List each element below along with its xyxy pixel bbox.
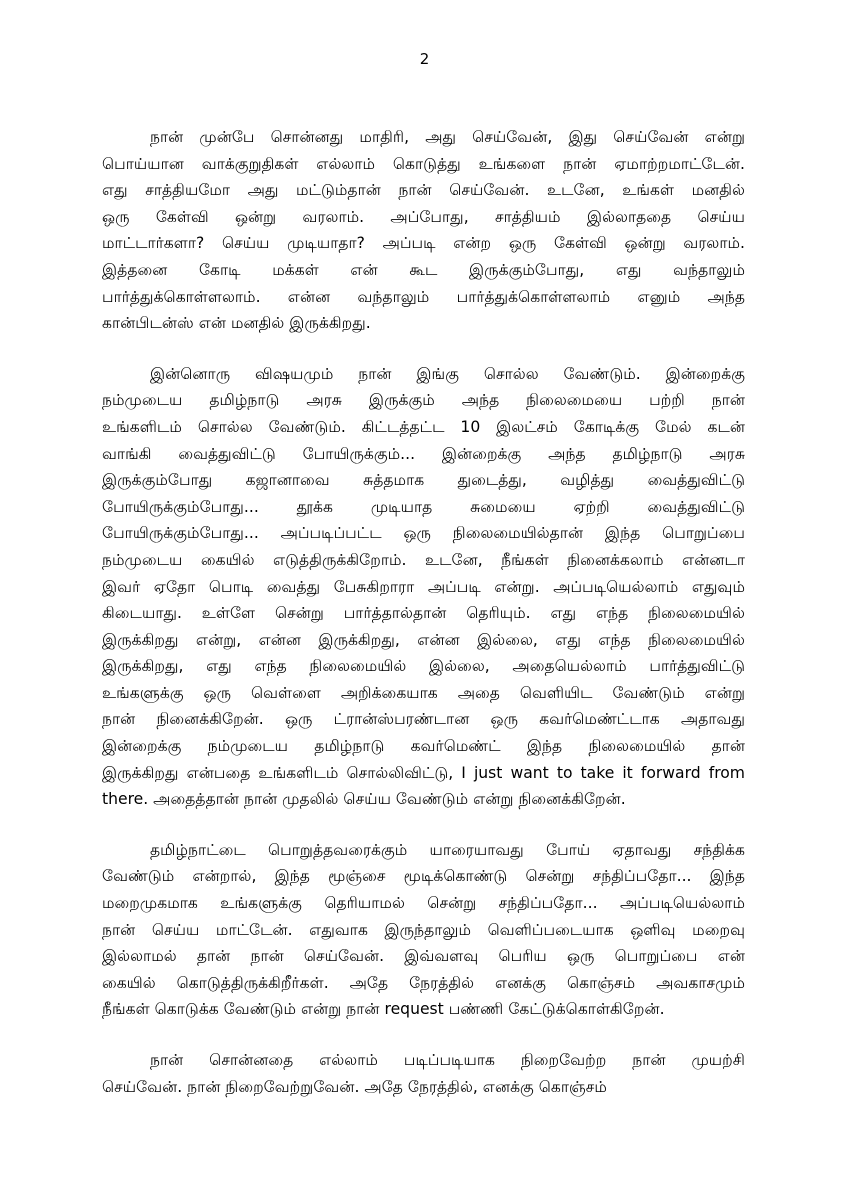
text-line: இருக்கும்போது கஜானாவை சுத்தமாக துடைத்து, வழித்து வைத்துவிட்டு <box>102 471 745 490</box>
text-line: ஒரு கேள்வி ஒன்று வரலாம். அப்போது, சாத்தியம் இல்லாததை செய்ய <box>102 207 745 226</box>
text-line: கான்பிடன்ஸ் என் மனதில் இருக்கிறது. <box>102 314 371 333</box>
text-line: நீங்கள் கொடுக்க வேண்டும் என்று நான் request பண்ணி கேட்டுக்கொள்கிறேன். <box>102 1000 665 1019</box>
paragraph <box>102 124 745 337</box>
text-line: உங்களிடம் சொல்ல வேண்டும். கிட்டத்தட்ட 10 இலட்சம் கோடிக்கு மேல் கடன் <box>102 417 745 436</box>
text-line: தமிழ்நாட்டை பொறுத்தவரைக்கும் யாரையாவது போய் ஏதாவது சந்திக்க <box>150 840 745 859</box>
text-line: போயிருக்கும்போது... தூக்க முடியாத சுமையை ஏற்றி வைத்துவிட்டு <box>102 497 745 516</box>
text-line: செய்வேன். நான் நிறைவேற்றுவேன். அதே நேரத்தில், எனக்கு கொஞ்சம் <box>102 1077 607 1096</box>
text-line: நான் செய்ய மாட்டேன். எதுவாக இருந்தாலும் வெளிப்படையாக ஒளிவு மறைவு <box>102 920 745 939</box>
text-line: மாட்டார்களா? செய்ய முடியாதா? அப்படி என்ற ஒரு கேள்வி ஒன்று வரலாம். <box>102 234 745 253</box>
text-line: உங்களுக்கு ஒரு வெள்ளை அறிக்கையாக அதை வெளியிட வேண்டும் என்று <box>102 683 745 702</box>
text-line: போயிருக்கும்போது... அப்படிப்பட்ட ஒரு நிலைமையில்தான் இந்த பொறுப்பை <box>102 524 745 543</box>
text-line: வாங்கி வைத்துவிட்டு போயிருக்கும்... இன்றைக்கு அந்த தமிழ்நாடு அரசு <box>102 444 745 463</box>
text-line: இவர் ஏதோ பொடி வைத்து பேசுகிறாரா அப்படி என்று. அப்படியெல்லாம் எதுவும் <box>102 577 745 596</box>
text-line: எது சாத்தியமோ அது மட்டும்தான் நான் செய்வேன். உடனே, உங்கள் மனதில் <box>102 181 745 200</box>
text-line: கிடையாது. உள்ளே சென்று பார்த்தால்தான் தெரியும். எது எந்த நிலைமையில் <box>102 604 745 623</box>
text-line: இருக்கிறது என்பதை உங்களிடம் சொல்லிவிட்டு, I just want to take it forward from <box>102 763 745 782</box>
text-line: நான் முன்பே சொன்னது மாதிரி, அது செய்வேன், இது செய்வேன் என்று <box>150 128 745 146</box>
text-line: இல்லாமல் தான் நான் செய்வேன். இவ்வளவு பெரிய ஒரு பொறுப்பை என் <box>102 947 745 966</box>
text-line: இருக்கிறது, எது எந்த நிலைமையில் இல்லை, அதையெல்லாம் பார்த்துவிட்டு <box>102 657 745 676</box>
paragraph <box>102 1047 745 1100</box>
text-line: இத்தனை கோடி மக்கள் என் கூட இருக்கும்போது, எது வந்தாலும் <box>102 260 745 279</box>
text-line: வேண்டும் என்றால், இந்த மூஞ்சை மூடிக்கொண்டு சென்று சந்திப்பதோ... இந்த <box>102 867 745 886</box>
text-line: நான் நினைக்கிறேன். ஒரு ட்ரான்ஸ்பரண்டான ஒரு கவர்மெண்ட்டாக அதாவது <box>102 710 745 729</box>
text-line: நான் சொன்னதை எல்லாம் படிப்படியாக நிறைவேற்ற நான் முயற்சி <box>150 1051 745 1069</box>
text-line: பார்த்துக்கொள்ளலாம். என்ன வந்தாலும் பார்த்துக்கொள்ளலாம் எனும் அந்த <box>102 287 745 306</box>
text-line: மறைமுகமாக உங்களுக்கு தெரியாமல் சென்று சந்திப்பதோ... அப்படியெல்லாம் <box>102 894 745 913</box>
text-line: பொய்யான வாக்குறுதிகள் எல்லாம் கொடுத்து உங்களை நான் ஏமாற்றமாட்டேன். <box>102 154 745 173</box>
text-line: இருக்கிறது என்று, என்ன இருக்கிறது, என்ன இல்லை, எது எந்த நிலைமையில் <box>102 630 745 649</box>
text-line: கையில் கொடுத்திருக்கிறீர்கள். அதே நேரத்தில் எனக்கு கொஞ்சம் அவகாசமும் <box>102 973 745 992</box>
text-line: இன்னொரு விஷயமும் நான் இங்கு சொல்ல வேண்டும். இன்றைக்கு <box>150 364 745 383</box>
paragraph <box>102 361 745 813</box>
page-number: 2 <box>419 50 430 68</box>
paragraph <box>102 837 745 1023</box>
text-line: நம்முடைய கையில் எடுத்திருக்கிறோம். உடனே, நீங்கள் நினைக்கலாம் என்னடா <box>102 550 745 569</box>
text-line: இன்றைக்கு நம்முடைய தமிழ்நாடு கவர்மெண்ட் இந்த நிலைமையில் தான் <box>102 737 745 756</box>
body-text <box>102 124 745 1124</box>
text-line: there. அதைத்தான் நான் முதலில் செய்ய வேண்டும் என்று நினைக்கிறேன். <box>102 790 626 809</box>
text-line: நம்முடைய தமிழ்நாடு அரசு இருக்கும் அந்த நிலைமையை பற்றி நான் <box>102 391 745 410</box>
